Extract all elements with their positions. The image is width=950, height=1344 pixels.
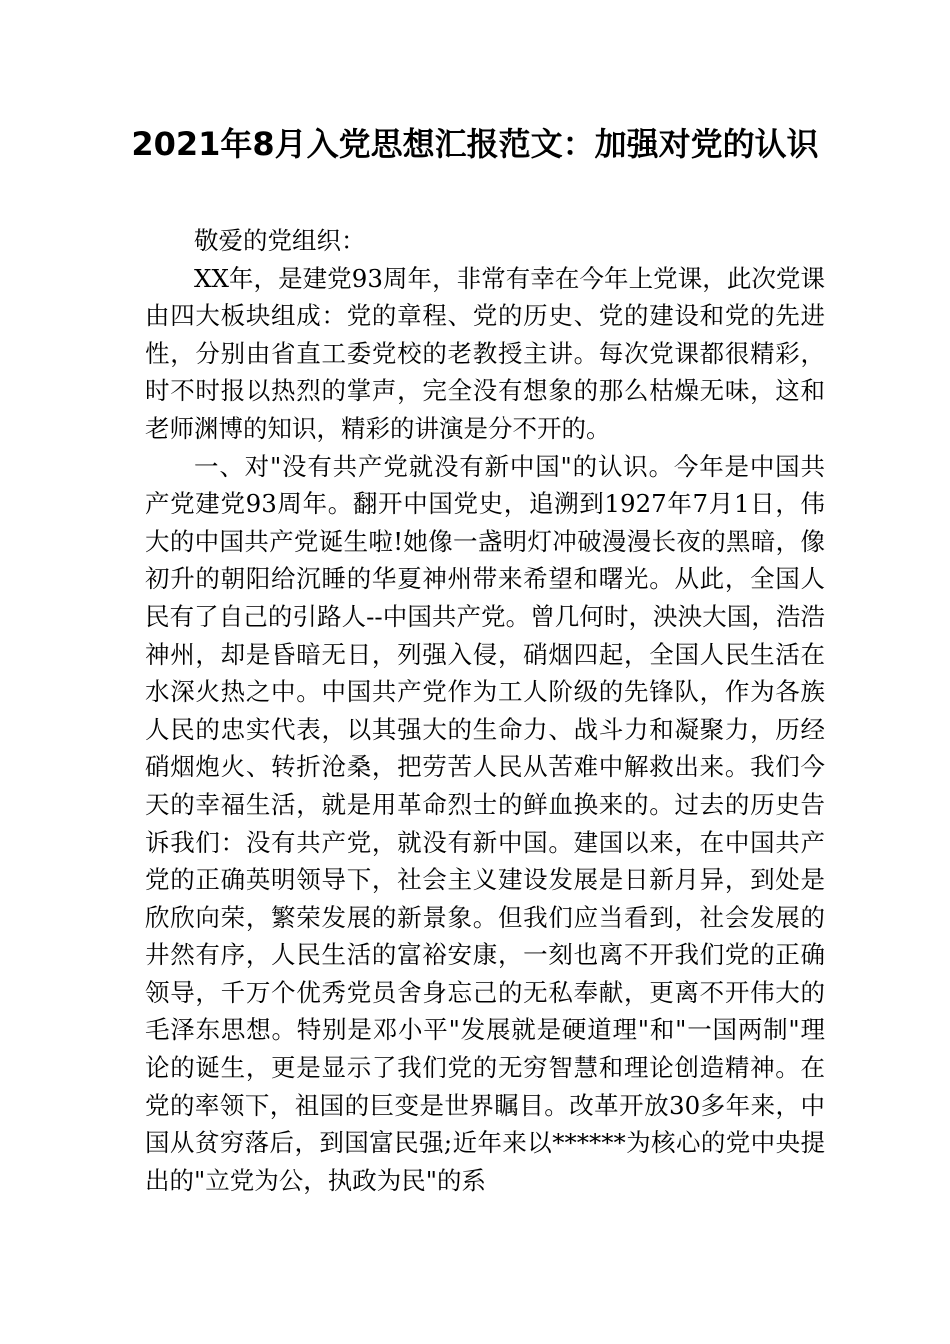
salutation: 敬爱的党组织： (194, 226, 366, 255)
document-title: 2021年8月入党思想汇报范文：加强对党的认识 (131, 125, 819, 163)
paragraph-1: XX年，是建党93周年，非常有幸在今年上党课，此次党课由四大板块组成：党的章程、党的历史、党的建设和党的先进性，分别由省直工委党校的老教授主讲。每次党课都很精彩，时不时报以热烈的掌声，完全没有想象的那么枯燥无味，这和老师渊博的知识，精彩的讲演是分不开的。 (145, 263, 825, 443)
paragraph-2: 一、对"没有共产党就没有新中国"的认识。今年是中国共产党建党93周年。翻开中国党史，追溯到1927年7月1日，伟大的中国共产党诞生啦!她像一盏明灯冲破漫漫长夜的黑暗，像初升的朝阳给沉睡的华夏神州带来希望和曙光。从此，全国人民有了自己的引路人--中国共产党。曾几何时，泱泱大国，浩浩神州，却是昏暗无日，列强入侵，硝烟四起，全国人民生活在水深火热之中。中国共产党作为工人阶级的先锋队，作为各族人民的忠实代表，以其强大的生命力、战斗力和凝聚力，历经硝烟炮火、转折沧桑，把劳苦人民从苦难中解救出来。我们今天的幸福生活，就是用革命烈士的鲜血换来的。过去的历史告诉我们：没有共产党，就没有新中国。建国以来，在中国共产党的正确英明领导下，社会主义建设发展是日新月异，到处是欣欣向荣，繁荣发展的新景象。但我们应当看到，社会发展的井然有序，人民生活的富裕安康，一刻也离不开我们党的正确领导，千万个优秀党员舍身忘己的无私奉献，更离不开伟大的毛泽东思想。特别是邓小平"发展就是硬道理"和"一国两制"理论的诞生，更是显示了我们党的无穷智慧和理论创造精神。在党的率领下，祖国的巨变是世界瞩目。改革开放30多年来，中国从贫穷落后，到国富民强;近年来以******为核心的党中央提出的"立党为公，执政为民"的系 (145, 451, 825, 1195)
document-body (145, 222, 825, 1199)
